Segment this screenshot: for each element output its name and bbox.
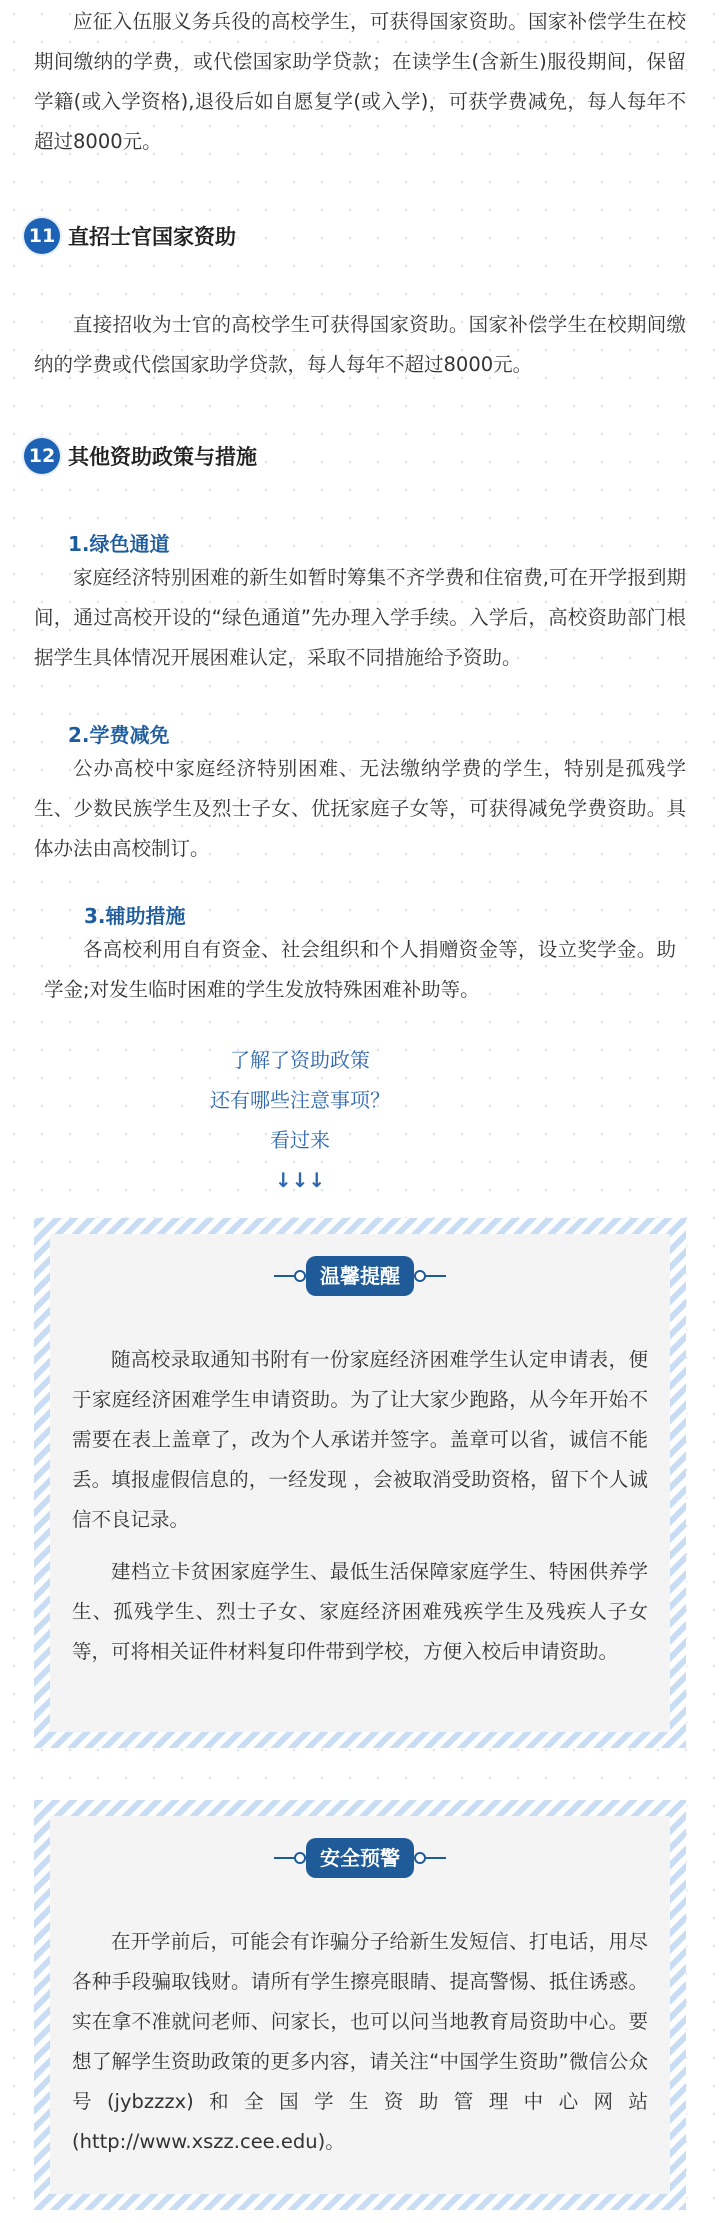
reminder-paragraph-1: 随高校录取通知书附有一份家庭经济困难学生认定申请表，便于家庭经济困难学生申请资助。为了让大家少跑路，从今年开始不需要在表上盖章了，改为个人承诺并签字。盖章可以省，诚信不能丢。填报虚假信息的，一经发现 ，会被取消受助资格，留下个人诚信不良记录。 — [72, 1348, 648, 1531]
lead-in-line-2: 还有哪些注意事项？ — [210, 1088, 390, 1112]
reminder-paragraph-2: 建档立卡贫困家庭学生、最低生活保障家庭学生、特困供养学生、孤残学生、烈士子女、家庭经济困难残疾学生及残疾人子女等，可将相关证件材料复印件带到学校，方便入校后申请资助。 — [72, 1560, 648, 1663]
subheading-tuition-waiver: 2.学费减免 — [68, 723, 170, 747]
down-arrows-icon: ↓↓↓ — [274, 1168, 326, 1192]
reminder-badge — [50, 1256, 670, 1296]
badge-divider — [274, 1275, 294, 1277]
auxiliary-measures-paragraph: 各高校利用自有资金、社会组织和个人捐赠资金等，设立奖学金。助学金;对发生临时困难的学生发放特殊困难补助等。 — [44, 938, 676, 1001]
warning-box-inner — [50, 1816, 670, 2194]
tuition-waiver-paragraph: 公办高校中家庭经济特别困难、无法缴纳学费的学生，特别是孤残学生、少数民族学生及烈士子女、优抚家庭子女等，可获得减免学费资助。具体办法由高校制订。 — [34, 757, 686, 860]
badge-dot-icon — [414, 1852, 426, 1864]
badge-divider — [426, 1857, 446, 1859]
badge-dot-icon — [294, 1270, 306, 1282]
section-11-paragraph: 直接招收为士官的高校学生可获得国家资助。国家补偿学生在校期间缴纳的学费或代偿国家助学贷款，每人每年不超过8000元。 — [34, 313, 686, 376]
section-12-heading — [24, 436, 257, 476]
badge-dot-icon — [294, 1852, 306, 1864]
reminder-box — [34, 1218, 686, 1748]
warning-box — [34, 1800, 686, 2210]
badge-divider — [426, 1275, 446, 1277]
section-title: 直招士官国家资助 — [68, 225, 236, 249]
subheading-green-channel: 1.绿色通道 — [68, 532, 170, 556]
warning-badge — [50, 1838, 670, 1878]
reminder-badge-label: 温馨提醒 — [306, 1256, 414, 1296]
section-number-badge: 12 — [24, 438, 60, 474]
intro-paragraph: 应征入伍服义务兵役的高校学生，可获得国家资助。国家补偿学生在校期间缴纳的学费，或代偿国家助学贷款；在读学生(含新生)服役期间，保留学籍(或入学资格),退役后如自愿复学(或入学)，可获学费减免，每人每年不超过8000元。 — [34, 10, 686, 153]
warning-badge-label: 安全预警 — [306, 1838, 414, 1878]
lead-in-line-3: 看过来 — [270, 1128, 330, 1152]
subheading-auxiliary-measures: 3.辅助措施 — [84, 904, 186, 928]
green-channel-paragraph: 家庭经济特别困难的新生如暂时筹集不齐学费和住宿费,可在开学报到期间，通过高校开设的“绿色通道”先办理入学手续。入学后，高校资助部门根据学生具体情况开展困难认定，采取不同措施给予资助。 — [34, 566, 686, 669]
section-11-heading — [24, 216, 236, 256]
lead-in-line-1: 了解了资助政策 — [230, 1048, 370, 1072]
section-title: 其他资助政策与措施 — [68, 445, 257, 469]
badge-divider — [274, 1857, 294, 1859]
section-number-badge: 11 — [24, 218, 60, 254]
badge-dot-icon — [414, 1270, 426, 1282]
warning-paragraph: 在开学前后，可能会有诈骗分子给新生发短信、打电话，用尽各种手段骗取钱财。请所有学生擦亮眼睛、提高警惕、抵住诱惑。实在拿不准就问老师、问家长，也可以问当地教育局资助中心。要想了解学生资助政策的更多内容，请关注“中国学生资助”微信公众号(jybzzzx)和全国学生资助管理中心网站(http://www.xszz.cee.edu)。 — [72, 1930, 648, 2153]
reminder-box-inner — [50, 1234, 670, 1732]
